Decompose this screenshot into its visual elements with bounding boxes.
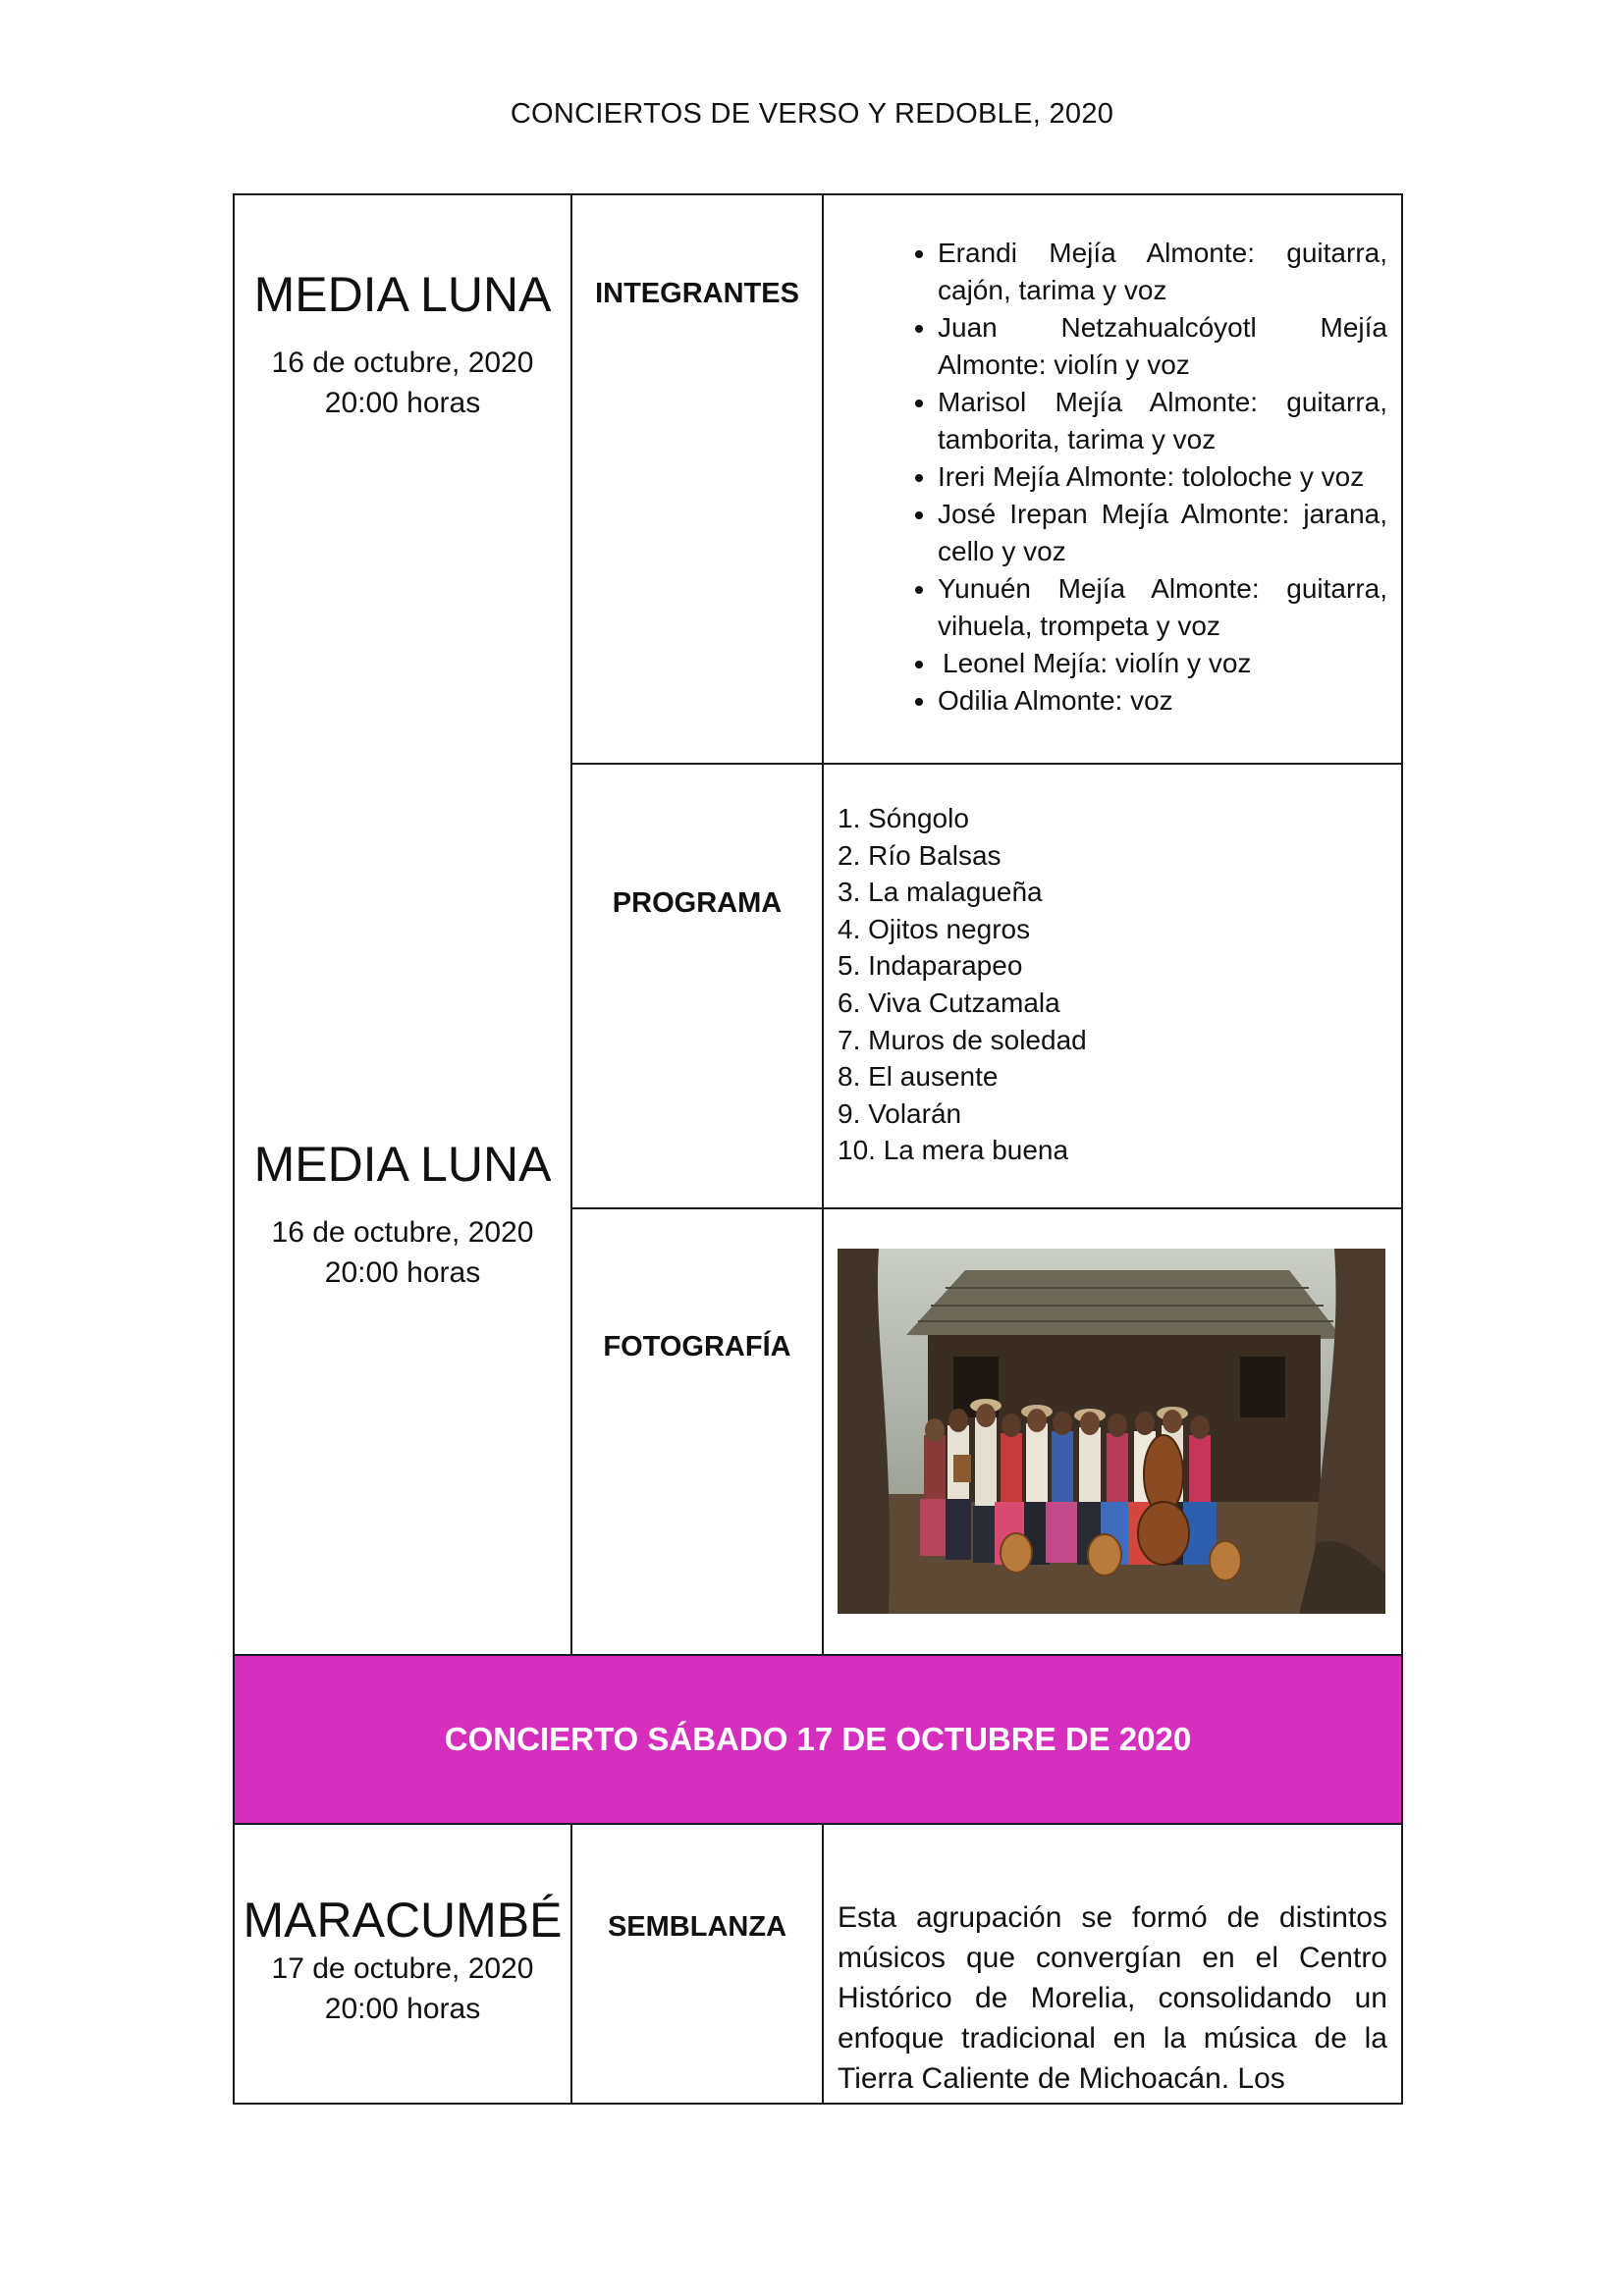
concert-date-banner: CONCIERTO SÁBADO 17 DE OCTUBRE DE 2020: [234, 1655, 1402, 1824]
list-item: 5. Indaparapeo: [838, 950, 1023, 982]
photo-cell: [823, 1208, 1402, 1655]
list-item: 9. Volarán: [838, 1097, 962, 1129]
band-date: 16 de octubre, 2020: [271, 347, 534, 379]
band-date: 17 de octubre, 2020: [271, 1952, 534, 1985]
list-item: 4. Ojitos negros: [838, 913, 1031, 944]
list-item: • Leonel Mejía: violín y voz: [938, 645, 1387, 682]
band-cell-maracumbe: [234, 1824, 571, 2104]
list-item: 2. Río Balsas: [838, 839, 1001, 871]
label-cell-integrantes: [571, 194, 823, 764]
band-time: 20:00 horas: [324, 1992, 481, 2025]
band-name: MARACUMBÉ: [243, 1893, 563, 1948]
label-cell-semblanza: [571, 1824, 823, 2104]
band-cell-media-luna: [234, 194, 571, 1655]
list-item: • Yunuén Mejía Almonte: guitarra, vihuela, trompeta y voz: [938, 570, 1387, 645]
list-item: 6. Viva Cutzamala: [838, 987, 1060, 1018]
page-header-title: CONCIERTOS DE VERSO Y REDOBLE, 2020: [510, 98, 1114, 130]
list-item: 10. La mera buena: [838, 1135, 1069, 1166]
band-name-repeat: MEDIA LUNA: [253, 1137, 552, 1192]
list-item: • Erandi Mejía Almonte: guitarra, cajón, tarima y voz: [938, 235, 1387, 309]
members-cell: [823, 194, 1402, 764]
members-list: [824, 195, 1401, 720]
list-item: 3. La malagueña: [838, 877, 1043, 908]
list-item: • Marisol Mejía Almonte: guitarra, tamborita, tarima y voz: [938, 384, 1387, 458]
semblanza-cell: [823, 1824, 1402, 2104]
band-time: 20:00 horas: [324, 386, 481, 419]
list-item: 7. Muros de soledad: [838, 1024, 1087, 1055]
list-item: • Juan Netzahualcóyotl Mejía Almonte: violín y voz: [938, 309, 1387, 384]
row-integrantes: [234, 194, 1402, 764]
list-item: 8. El ausente: [838, 1061, 999, 1093]
list-item: • Odilia Almonte: voz: [938, 682, 1387, 720]
concert-table: [233, 193, 1403, 2105]
program-list: [824, 765, 1401, 1169]
band-photo: [838, 1249, 1385, 1614]
integrantes-label: INTEGRANTES: [595, 278, 799, 309]
label-cell-programa: [571, 764, 823, 1208]
semblanza-text: Esta agrupación se formó de distintos músicos que convergían en el Centro Histórico de Morelia, consolidando un enfoque tradicional en la música de la Tierra Caliente de Michoacán. Los: [838, 1901, 1387, 2095]
fotografia-label: FOTOGRAFÍA: [603, 1331, 791, 1362]
band-name: MEDIA LUNA: [253, 267, 552, 322]
semblanza-label: SEMBLANZA: [607, 1911, 787, 1943]
label-cell-fotografia: [571, 1208, 823, 1655]
programa-label: PROGRAMA: [612, 887, 783, 919]
list-item: • Ireri Mejía Almonte: tololoche y voz: [938, 458, 1387, 496]
list-item: 1. Sóngolo: [838, 803, 969, 833]
program-cell: [823, 764, 1402, 1208]
list-item: • José Irepan Mejía Almonte: jarana, cello y voz: [938, 496, 1387, 570]
band-date-repeat: 16 de octubre, 2020: [271, 1216, 534, 1249]
row-semblanza: [234, 1824, 1402, 2104]
row-banner: [234, 1655, 1402, 1824]
band-time-repeat: 20:00 horas: [324, 1255, 481, 1289]
